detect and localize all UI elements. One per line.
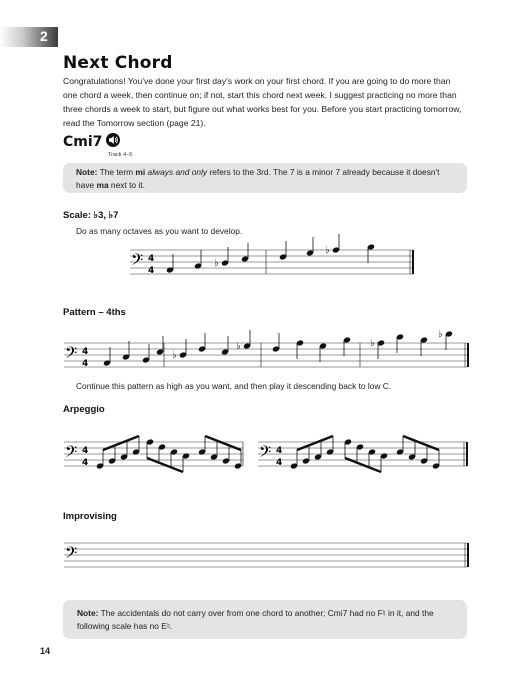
page-title: Next Chord [63, 53, 173, 73]
note-keyword-mi: mi [135, 167, 146, 177]
note-text: The term [97, 167, 136, 177]
intro-paragraph: Congratulations! You've done your first day's work on your first chord. If you are going to do more than one chord a week, then continue on; if not, start this chord next week. I suggest practicing no more than three chords a week to start, but figure out what works best for you. Before you start practicing tomorrow, read the Tomorrow section (page 21). [63, 76, 462, 128]
note-label: Note: [77, 608, 99, 618]
flat-sign: ♭ [172, 350, 177, 361]
time-signature-top: 4 [82, 347, 89, 357]
note-emphasis: always and only [147, 167, 208, 177]
note-label: Note: [76, 167, 98, 177]
flat-sign: ♭ [438, 329, 443, 340]
bass-clef: 𝄢 [65, 344, 78, 366]
track-label: Track 4–5 [108, 152, 133, 158]
chord-name: Cmi7 [63, 134, 103, 150]
page-number: 14 [40, 646, 51, 656]
time-signature-bottom: 4 [276, 458, 283, 468]
improvising-staff-lines [64, 543, 468, 567]
chapter-number: 2 [40, 28, 48, 44]
flat-sign: ♭ [325, 245, 330, 256]
flat-sign: ♭ [214, 258, 219, 269]
time-signature-bottom: 4 [148, 266, 155, 276]
bass-clef: 𝄢 [65, 443, 78, 465]
bass-clef: 𝄢 [259, 443, 272, 465]
note-text: next to it. [108, 180, 145, 190]
scale-heading: Scale: ♭3, ♭7 [63, 210, 119, 221]
arpeggio-heading: Arpeggio [63, 404, 105, 415]
flat-sign: ♭ [370, 338, 375, 349]
note-text: refers to the 3rd. The 7 is a minor 7 already because it doesn't have [76, 167, 440, 190]
note-box-accidentals [63, 600, 467, 639]
time-signature-bottom: 4 [82, 359, 89, 369]
pattern-heading: Pattern – 4ths [63, 307, 126, 318]
time-signature-top: 4 [82, 446, 89, 456]
pattern-text: Continue this pattern as high as you want, and then play it descending back to low C. [76, 381, 392, 391]
time-signature-top: 4 [276, 446, 283, 456]
improvising-heading: Improvising [63, 511, 117, 522]
scale-text: Do as many octaves as you want to develop. [76, 226, 243, 236]
bass-clef: 𝄢 [65, 544, 78, 566]
time-signature-top: 4 [148, 254, 155, 264]
note-text: The accidentals do not carry over from one chord to another; Cmi7 had no F♮ in it, and the following scale has no E♮. [77, 608, 434, 631]
time-signature-bottom: 4 [82, 458, 89, 468]
bass-clef: 𝄢 [131, 251, 144, 273]
flat-sign: ♭ [236, 341, 241, 352]
note-keyword-ma: ma [96, 180, 109, 190]
